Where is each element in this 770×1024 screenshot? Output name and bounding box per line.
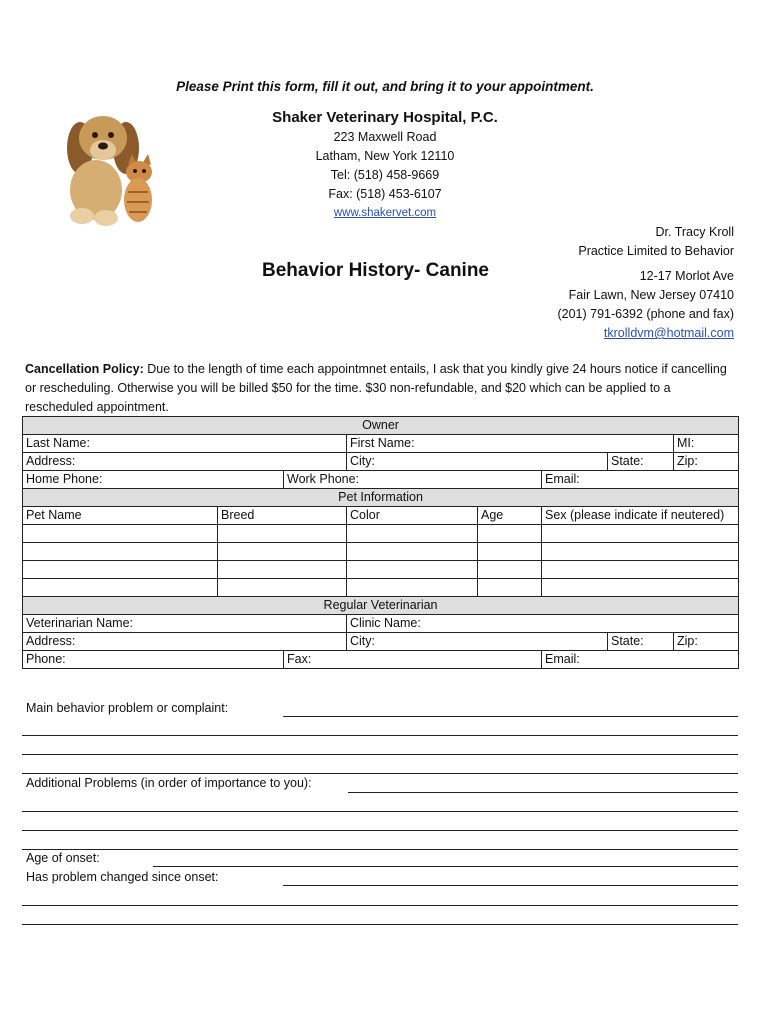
owner-last-name-field[interactable]: Last Name: — [23, 435, 347, 453]
owner-first-name-field[interactable]: First Name: — [347, 435, 674, 453]
hospital-address-line1: 223 Maxwell Road — [333, 130, 437, 144]
page-title: Behavior History- Canine — [262, 260, 489, 281]
owner-address-field[interactable]: Address: — [23, 453, 347, 471]
doctor-street: 12-17 Morlot Ave — [639, 269, 734, 283]
hospital-name: Shaker Veterinary Hospital, P.C. — [272, 109, 498, 126]
doctor-phone: (201) 791-6392 (phone and fax) — [557, 307, 734, 321]
intake-form-table — [22, 416, 739, 669]
cancellation-policy — [25, 360, 740, 417]
pet-color-cell[interactable] — [347, 561, 478, 579]
main-problem-answer-line[interactable] — [22, 735, 738, 736]
pet-age-header: Age — [478, 507, 542, 525]
vet-fax-field[interactable]: Fax: — [284, 651, 542, 669]
main-problem-answer-line[interactable] — [22, 754, 738, 755]
pet-breed-cell[interactable] — [218, 525, 347, 543]
hospital-website-link[interactable]: www.shakervet.com — [333, 207, 437, 219]
print-instruction: Please Print this form, fill it out, and bring it to your appointment. — [176, 79, 594, 94]
pet-breed-cell[interactable] — [218, 579, 347, 597]
vet-address-field[interactable]: Address: — [23, 633, 347, 651]
pet-color-header: Color — [347, 507, 478, 525]
owner-zip-field[interactable]: Zip: — [674, 453, 739, 471]
vet-email-field[interactable]: Email: — [542, 651, 739, 669]
owner-mi-field[interactable]: MI: — [674, 435, 739, 453]
age-of-onset-answer-line[interactable] — [153, 866, 738, 867]
pet-name-cell[interactable] — [23, 579, 218, 597]
vet-name-field[interactable]: Veterinarian Name: — [23, 615, 347, 633]
pet-age-cell[interactable] — [478, 579, 542, 597]
pet-color-cell[interactable] — [347, 579, 478, 597]
additional-problems-label: Additional Problems (in order of importance to you): — [26, 776, 312, 790]
additional-problems-answer-line[interactable] — [22, 849, 738, 850]
pet-sex-cell[interactable] — [542, 525, 739, 543]
doctor-email[interactable]: tkrolldvm@hotmail.com — [603, 326, 734, 340]
pet-row — [23, 561, 739, 579]
pet-breed-cell[interactable] — [218, 543, 347, 561]
policy-label: Cancellation Policy: — [25, 362, 144, 376]
main-problem-label: Main behavior problem or complaint: — [26, 701, 229, 715]
pet-row — [23, 543, 739, 561]
vet-city-field[interactable]: City: — [347, 633, 608, 651]
problem-changed-answer-line[interactable] — [22, 924, 738, 925]
hospital-fax: Fax: (518) 453-6107 — [328, 187, 442, 201]
additional-problems-answer-line[interactable] — [348, 792, 738, 793]
pet-breed-header: Breed — [218, 507, 347, 525]
owner-work-phone-field[interactable]: Work Phone: — [284, 471, 542, 489]
age-of-onset-label: Age of onset: — [26, 851, 100, 865]
pet-section-heading: Pet Information — [23, 489, 739, 507]
doctor-city: Fair Lawn, New Jersey 07410 — [568, 288, 734, 302]
doctor-email-link[interactable] — [604, 326, 734, 340]
pet-age-cell[interactable] — [478, 561, 542, 579]
pet-sex-cell[interactable] — [542, 561, 739, 579]
pet-age-cell[interactable] — [478, 543, 542, 561]
hospital-address-line2: Latham, New York 12110 — [315, 149, 455, 163]
main-problem-answer-line[interactable] — [22, 773, 738, 774]
vet-phone-field[interactable]: Phone: — [23, 651, 284, 669]
owner-email-field[interactable]: Email: — [542, 471, 739, 489]
pet-color-cell[interactable] — [347, 525, 478, 543]
pet-name-cell[interactable] — [23, 543, 218, 561]
pet-name-cell[interactable] — [23, 525, 218, 543]
owner-section-heading: Owner — [23, 417, 739, 435]
owner-home-phone-field[interactable]: Home Phone: — [23, 471, 284, 489]
hospital-tel: Tel: (518) 458-9669 — [330, 168, 440, 182]
problem-changed-label: Has problem changed since onset: — [26, 870, 219, 884]
doctor-name: Dr. Tracy Kroll — [655, 225, 734, 239]
owner-city-field[interactable]: City: — [347, 453, 608, 471]
additional-problems-answer-line[interactable] — [22, 811, 738, 812]
policy-text: Due to the length of time each appointmnet entails, I ask that you kindly give 24 hours notice if cancelling or rescheduling. Otherwise you will be billed $50 for the time. $30 non-refundable, and $20 which can be applied to a rescheduled appointment. — [25, 362, 727, 414]
problem-changed-answer-line[interactable] — [22, 905, 738, 906]
vet-section-heading: Regular Veterinarian — [23, 597, 739, 615]
pet-breed-cell[interactable] — [218, 561, 347, 579]
pet-sex-cell[interactable] — [542, 579, 739, 597]
pet-name-header: Pet Name — [23, 507, 218, 525]
pet-age-cell[interactable] — [478, 525, 542, 543]
problem-changed-answer-line[interactable] — [283, 885, 738, 886]
pet-row — [23, 525, 739, 543]
vet-state-field[interactable]: State: — [608, 633, 674, 651]
additional-problems-answer-line[interactable] — [22, 830, 738, 831]
owner-state-field[interactable]: State: — [608, 453, 674, 471]
pet-color-cell[interactable] — [347, 543, 478, 561]
vet-clinic-name-field[interactable]: Clinic Name: — [347, 615, 739, 633]
vet-zip-field[interactable]: Zip: — [674, 633, 739, 651]
pet-sex-cell[interactable] — [542, 543, 739, 561]
pet-sex-header: Sex (please indicate if neutered) — [542, 507, 739, 525]
doctor-practice: Practice Limited to Behavior — [578, 244, 734, 258]
main-problem-answer-line[interactable] — [283, 716, 738, 717]
pet-row — [23, 579, 739, 597]
pet-name-cell[interactable] — [23, 561, 218, 579]
